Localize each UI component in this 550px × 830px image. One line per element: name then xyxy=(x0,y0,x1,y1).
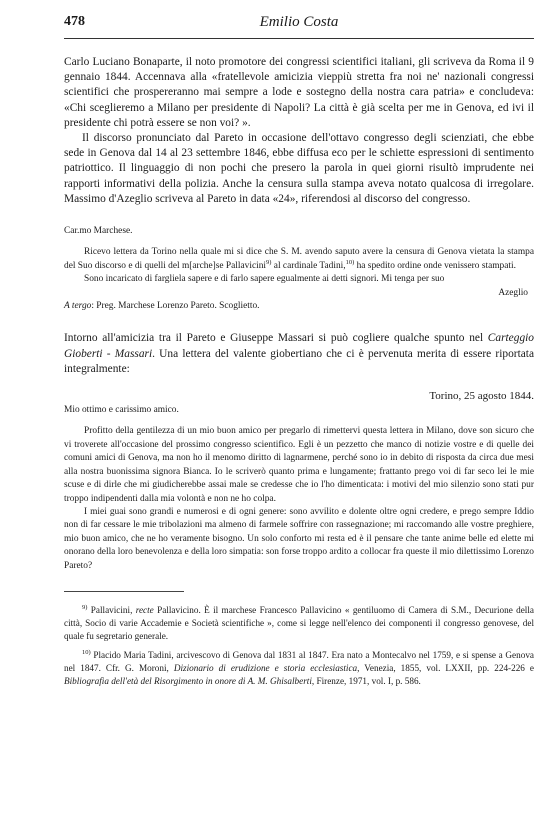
book-title: Carteggio Gioberti - Massari xyxy=(64,332,534,360)
footnote-number: 10) xyxy=(82,648,91,656)
body-paragraph-massari xyxy=(64,331,534,377)
header-rule xyxy=(64,38,534,39)
footnotes xyxy=(64,604,534,688)
letter-tergo xyxy=(64,300,534,313)
letter-signature: Azeglio xyxy=(498,287,528,298)
footnote-title: Dizionario di erudizione e storia ecclesiastica xyxy=(173,662,358,673)
footnote-9 xyxy=(64,604,534,643)
footnote-title: Bibliografia dell'età del Risorgimento in onore di A. M. Ghisalberti xyxy=(64,675,312,686)
footnote-text: , Venezia, 1855, vol. LXXII, pp. 224-226 e xyxy=(357,662,534,673)
tergo-text: : Preg. Marchese Lorenzo Pareto. Scoglietto. xyxy=(91,301,260,312)
page-number: 478 xyxy=(64,14,85,29)
footnote-text: Pallavicino. È il marchese Francesco Pallavicino « gentiluomo di Camera di S.M., Decurione della città, Socio di varie Accademie e Società scientifiche », come si legge nell'elenco dei componenti il congresso genovese, del quale fu segretario generale. xyxy=(64,604,534,641)
tergo-label: A tergo xyxy=(64,301,92,312)
letter-salutation: Car.mo Marchese. xyxy=(64,226,133,237)
letter-azeglio xyxy=(64,225,534,313)
letter-body-line: Sono incaricato di fargliela sapere e di farlo sapere egualmente ai detti signori. Mi tenga per suo xyxy=(84,274,445,285)
footnote-rule xyxy=(64,591,184,592)
letter-salutation: Mio ottimo e carissimo amico. xyxy=(64,405,179,416)
footnote-ref-9: 9) xyxy=(266,258,272,266)
footnote-number: 9) xyxy=(82,603,88,611)
body-text: . Una lettera del valente giobertiano che ci è pervenuta merita di essere riportata integralmente: xyxy=(64,347,535,375)
footnote-text: Placido Maria Tadini, arcivescovo di Genova dal 1831 al 1847. Era nato a Montecalvo nel 1759, e si spense a Genova nel 1847. Cfr. G. Moroni, xyxy=(64,649,534,673)
letter-massari xyxy=(64,389,534,573)
body-paragraph-bonaparte: Carlo Luciano Bonaparte, il noto promotore dei congressi scientifici italiani, gli scriveva da Roma il 9 gennaio 1844. Accennava alla «fratellevole amicizia vieppiù stretta fra noi ne' nazionali congressi scientifici che prospereranno mai sempre a lode e sostegno della nostra cara patria» e concludeva: «Chi sceglieremo a Milano per presidente di Napoli? La città è già scelta per me in Genova, ed ivi il presidente chi potrà essere se non voi? ». xyxy=(64,56,534,129)
letter-dateline: Torino, 25 agosto 1844. xyxy=(429,390,534,403)
letter-paragraph: I miei guai sono grandi e numerosi e di ogni genere: sono avvilito e dolente oltre ogni credere, e prego sempre Iddio non di far cessare le mie tribolazioni ma almeno di farmele soffrire con rassegnazione; mi raccomando alle vostre preghiere, mio buon amico, che ne ho veramente bisogno. Un solo conforto mi resta ed è il pensare che tante anime belle ed elette mi onorano della loro benevolenza e della loro simpatia: son forse troppo ardito a collocar fra queste il mio dilettissimo Lorenzo Pareto? xyxy=(64,506,534,571)
running-title: Emilio Costa xyxy=(259,14,339,30)
letter-paragraph: Profitto della gentilezza di un mio buon amico per pregarlo di rimettervi questa lettera in Milano, dove son sicuro che vi troverete all'occasione del prossimo congresso scientifico. Egli è un pezzetto che manco di notizie vostre e di quelle dei comuni amici di Genova, ma non ho il menomo diritto di lagnarmene, perché sono io in debito di risposta da circa due mesi alla nostra buonissima signora Bianca. Io le scriverò quanto prima e lungamente; frattanto prego voi di far seco lei le mie scuse e di dirle che mi giudicherebbe assai male se credesse che io l'ho dimenticata: i motivi del mio silenzio sono stati pur troppo indipendenti dalla mia volontà e non ne ho colpa. xyxy=(64,426,534,504)
page-header xyxy=(64,14,534,36)
book-page xyxy=(64,14,534,688)
footnote-10 xyxy=(64,649,534,688)
footnote-text: recte xyxy=(135,604,154,615)
letter-text: Ricevo lettera da Torino nella quale mi si dice che S. M. avendo saputo avere la censura di Genova vietata la stampa del Suo discorso e di quelli del m[arche]se Pallavicini xyxy=(64,247,534,271)
body-paragraph-discorso: Il discorso pronunciato dal Pareto in occasione dell'ottavo congresso degli scienziati, che ebbe sede in Genova dal 14 al 23 settembre 1846, ebbe diffusa eco per le schiette espressioni di sentimento patriottico. Il linguaggio di non pochi che presero la parola in quei giorni risultò imprudente nei rapporti informativi della polizia. Anche la censura sulla stampa aveva notato qualcosa di irregolare. Massimo d'Azeglio scriveva al Pareto in data «24», riferendosi al discorso del congresso. xyxy=(64,132,534,205)
footnote-text: , Firenze, 1971, vol. I, p. 586. xyxy=(311,675,421,686)
letter-text: ha spedito ordine onde venissero stampati. xyxy=(354,260,516,271)
footnote-text: Pallavicini, xyxy=(87,604,136,615)
body-text: Intorno all'amicizia tra il Pareto e Giuseppe Massari si può cogliere qualche spunto nel xyxy=(64,332,488,345)
letter-text: al cardinale Tadini, xyxy=(271,260,346,271)
letter-body-line xyxy=(64,246,534,273)
footnote-ref-10: 10) xyxy=(345,258,355,266)
